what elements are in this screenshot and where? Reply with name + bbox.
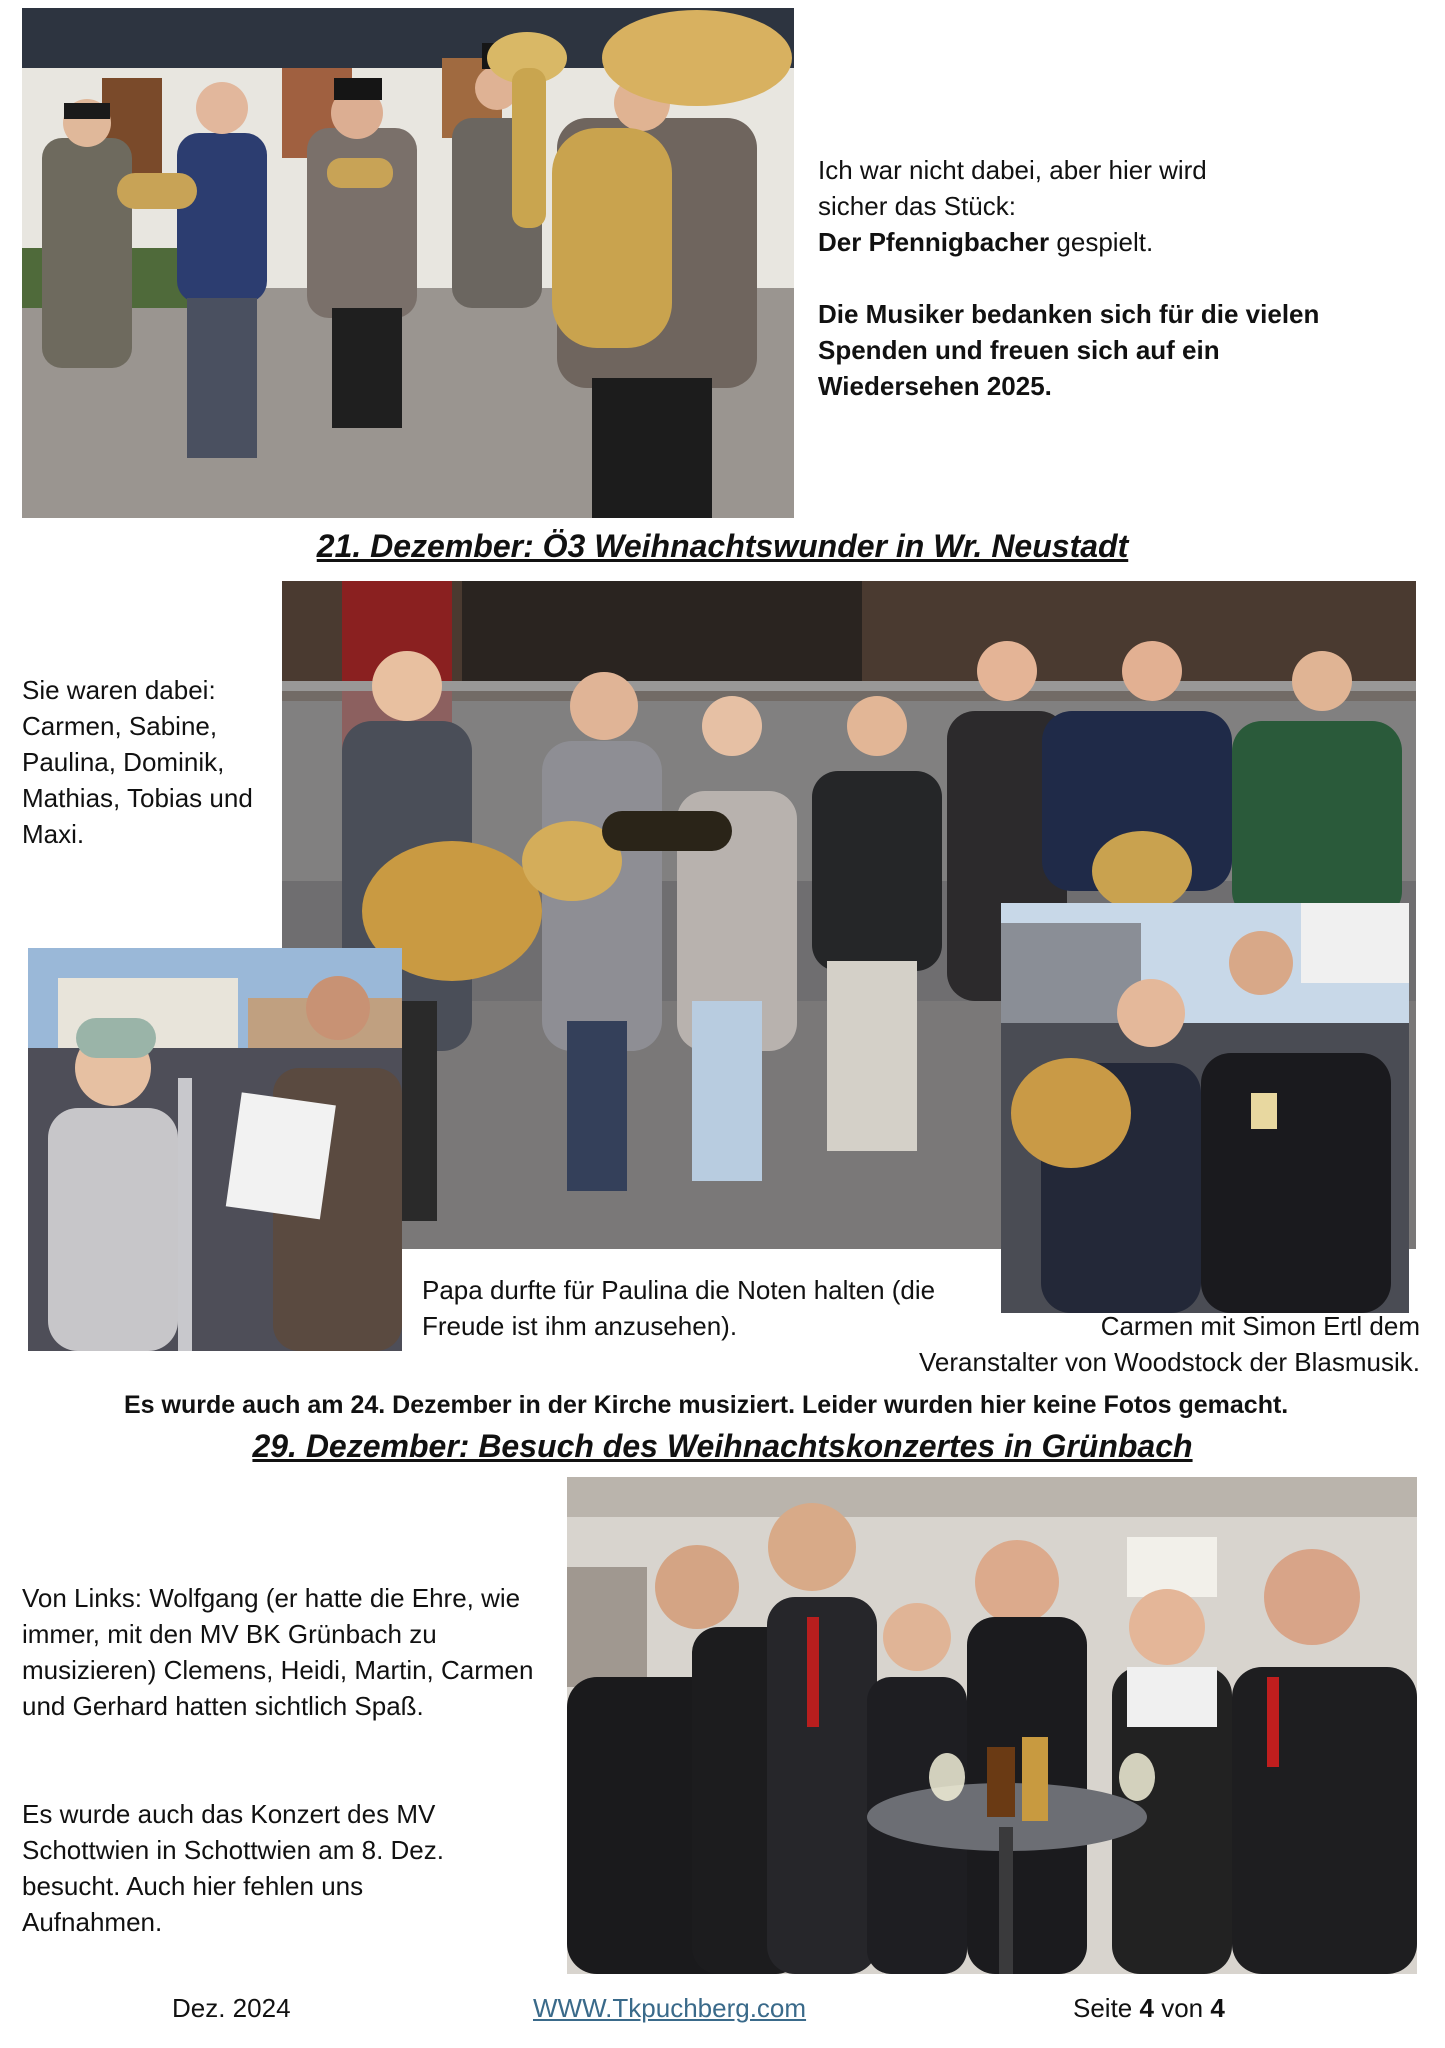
- caption-papa-paulina: Papa durfte für Paulina die Noten halten (die Freude ist ihm anzusehen).: [422, 1275, 936, 1341]
- photo-carmen-simon-ertl: [1001, 903, 1409, 1313]
- section1-text-line2-a: sicher das Stück:: [818, 191, 1016, 221]
- page-total: 4: [1210, 1993, 1225, 2023]
- photo-paulina-papa: [28, 948, 402, 1351]
- photo-gruenbach-concert: [567, 1477, 1417, 1974]
- page-middle: von: [1153, 1993, 1211, 2023]
- page-prefix: Seite: [1073, 1993, 1140, 2023]
- section1-text-line2: [818, 188, 1428, 224]
- page-number: [1073, 1993, 1225, 2024]
- section1-thanks: Die Musiker bedanken sich für die vielen Spenden und freuen sich auf ein Wiedersehen 2025.: [818, 299, 1320, 401]
- page-current: 4: [1139, 1993, 1154, 2023]
- participants-intro: Sie waren dabei:: [22, 675, 216, 705]
- caption-carmen-simon: [860, 1308, 1420, 1380]
- footer-link-wrap: [533, 1993, 806, 2024]
- footer-date: Dez. 2024: [172, 1993, 291, 2023]
- section1-text: [818, 152, 1428, 260]
- caption-carmen-simon-line1: Carmen mit Simon Ertl dem: [1100, 1311, 1420, 1341]
- caption-carmen-simon-line2: Veranstalter von Woodstock der Blasmusik.: [919, 1347, 1420, 1377]
- musicians-photo: [22, 8, 794, 518]
- church-note: Es wurde auch am 24. Dezember in der Kirche musiziert. Leider wurden hier keine Fotos gemacht.: [124, 1391, 1289, 1419]
- section3-text2: Es wurde auch das Konzert des MV Schottwien in Schottwien am 8. Dez. besucht. Auch hier fehlen uns Aufnahmen.: [22, 1799, 444, 1937]
- piece-title: Der Pfennigbacher: [818, 227, 1050, 257]
- section2-heading: 21. Dezember: Ö3 Weihnachtswunder in Wr. Neustadt: [316, 528, 1129, 564]
- website-link[interactable]: WWW.Tkpuchberg.com: [533, 1993, 807, 2023]
- piece-suffix: gespielt.: [1049, 227, 1154, 257]
- section3-text1: Von Links: Wolfgang (er hatte die Ehre, wie immer, mit den MV BK Grünbach zu musizieren) Clemens, Heidi, Martin, Carmen und Gerhard hatten sichtlich Spaß.: [22, 1583, 534, 1721]
- section1-text-line1: Ich war nicht dabei, aber hier wird: [818, 155, 1207, 185]
- participants-list: Carmen, Sabine, Paulina, Dominik, Mathias, Tobias und Maxi.: [22, 711, 253, 849]
- section1-text-line3: [818, 224, 1428, 260]
- section3-heading: 29. Dezember: Besuch des Weihnachtskonzertes in Grünbach: [252, 1428, 1193, 1464]
- participants-text: [22, 672, 272, 852]
